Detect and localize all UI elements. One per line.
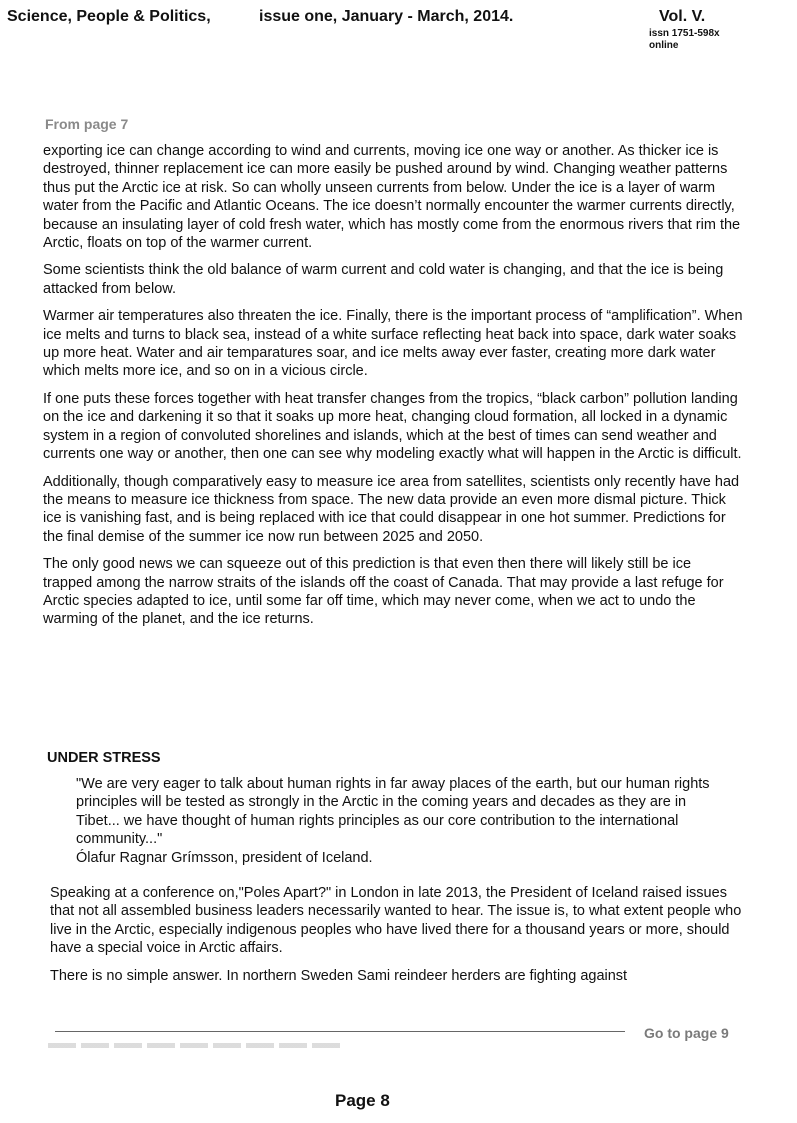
paragraph: exporting ice can change according to wind and currents, moving ice one way or another. As thicker ice is destroyed, thinner replacement ice can more easily be pushed around by wind. Changing weather patterns thus put the Arctic ice at risk. So can wholly unseen currents from below. Under the ice is a layer of warm water from the Pacific and Atlantic Oceans. The ice doesn’t normally encounter the warmer currents directly, because an insulating layer of cold fresh water, which has mostly come from the enormous rivers that rim the Arctic, floats on top of the warmer current.	[43, 143, 741, 252]
continued-from-link[interactable]: From page 7	[45, 116, 129, 132]
volume-label: Vol. V.	[659, 8, 706, 25]
paragraph: Warmer air temperatures also threaten the ice. Finally, there is the important process of “amplification”. When ice melts and turns to black sea, instead of a white surface reflecting heat back into space, dark water soaks up more heat. Water and air temparatures soar, and ice melts away ever faster, creating more dark water which melts more ice, and so on in a vicious circle.	[43, 308, 743, 380]
go-to-next-page-link[interactable]: Go to page 9	[644, 1025, 729, 1041]
online-label: online	[649, 40, 679, 51]
article-body-continued	[50, 884, 750, 994]
page-number: Page 8	[335, 1091, 390, 1110]
issn-label: issn 1751-598x	[649, 28, 720, 39]
quote-attribution: Ólafur Ragnar Grímsson, president of Iceland.	[76, 849, 373, 866]
block-quote	[76, 775, 716, 867]
issue-date: issue one, January - March, 2014.	[259, 8, 514, 25]
paragraph: Additionally, though comparatively easy to measure ice area from satellites, scientists only recently have had the means to measure ice thickness from space. The new data provide an even more dismal picture. Thick ice is vanishing fast, and is being replaced with ice that could disappear in one hot summer. Predictions for the final demise of the summer ice now run between 2025 and 2050.	[43, 473, 740, 545]
quote-text: "We are very eager to talk about human rights in far away places of the earth, but our human rights principles will be tested as strongly in the Arctic in the coming years and decades as they are in Tibet... we have thought of human rights principles as our core contribution to the international community..."	[76, 776, 710, 848]
footer-divider	[55, 1031, 625, 1032]
article-body	[43, 142, 743, 638]
page-header	[7, 6, 787, 56]
publication-title: Science, People & Politics,	[7, 8, 211, 25]
paragraph: If one puts these forces together with heat transfer changes from the tropics, “black carbon” pollution landing on the ice and darkening it so that it soaks up more heat, changing cloud formation, all locked in a dynamic system in a region of convoluted shorelines and islands, which at the best of times can send weather and currents one way or another, then one can see why modeling exactly what will happen in the Arctic is difficult.	[43, 390, 742, 463]
paragraph: The only good news we can squeeze out of this prediction is that even then there will likely still be ice trapped among the narrow straits of the islands off the coast of Canada. That may provide a last refuge for Arctic species adapted to ice, until some far off time, which may never come, when we act to undo the warming of the planet, and the ice returns.	[43, 556, 724, 628]
paragraph: There is no simple answer. In northern Sweden Sami reindeer herders are fighting against	[50, 967, 628, 984]
paragraph: Speaking at a conference on,"Poles Apart?" in London in late 2013, the President of Iceland raised issues that not all assembled business leaders necessarily wanted to hear. The issue is, to what extent people who live in the Arctic, especially indigenous peoples who have lived there for a thousand years or more, should have a special voice in Arctic affairs.	[50, 885, 742, 957]
paragraph: Some scientists think the old balance of warm current and cold water is changing, and that the ice is being attacked from below.	[43, 262, 724, 297]
section-heading: UNDER STRESS	[47, 750, 161, 766]
faint-footnote-scan	[48, 1043, 343, 1048]
